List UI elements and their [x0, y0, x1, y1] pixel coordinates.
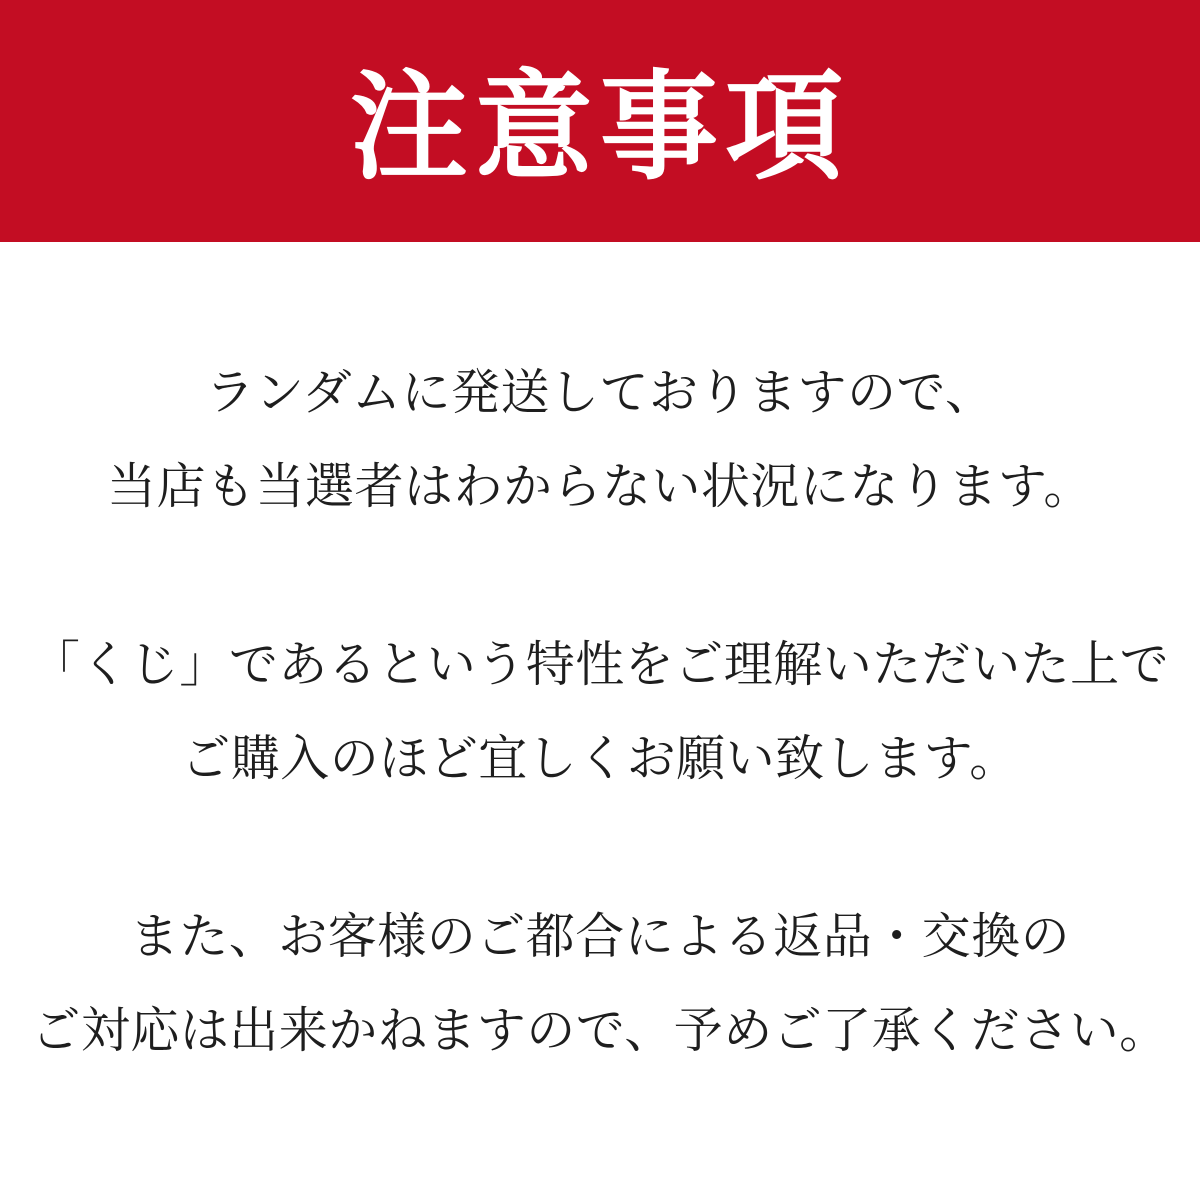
- paragraph-lottery: [31, 618, 1169, 806]
- page-title: 注意事項: [349, 62, 851, 194]
- notice-line: また、お客様のご都合による返品・交換の: [129, 910, 1071, 964]
- header-banner: [0, 0, 1200, 242]
- notice-line: 当店も当選者はわからない状況になります。: [107, 460, 1093, 514]
- paragraph-returns: [31, 890, 1168, 1078]
- notice-line: ランダムに発送しておりますので、: [205, 366, 995, 420]
- notice-body: [0, 242, 1200, 1078]
- notice-line: ご購入のほど宜しくお願い致します。: [181, 732, 1019, 786]
- paragraph-shipping: [107, 346, 1093, 534]
- notice-line: 「くじ」であるという特性をご理解いただいた上で: [30, 638, 1170, 692]
- notice-line: ご対応は出来かねますので、予めご了承ください。: [31, 1004, 1169, 1058]
